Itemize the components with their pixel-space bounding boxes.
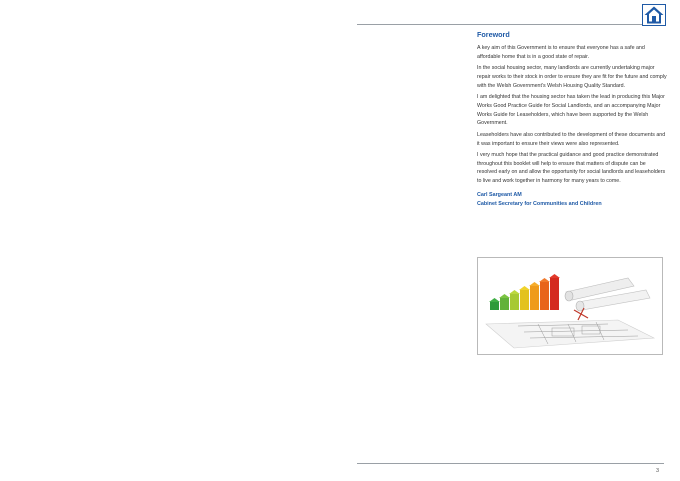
illustration-graphic: [478, 258, 662, 354]
home-icon: [642, 4, 666, 26]
page-number: 3: [656, 468, 660, 474]
signatory-name: Carl Sargeant AM: [477, 191, 522, 198]
signature-block: [477, 191, 667, 209]
foreword-paragraph: In the social housing sector, many landlords are currently undertaking major repair works to their stock in order to ensure they are fit for the future and comply with the Welsh Government’s Welsh Housing Quality Standard.: [477, 65, 667, 89]
bottom-divider: [357, 463, 664, 464]
foreword-paragraph: Leaseholders have also contributed to the development of these documents and it was important to ensure their views were also represented.: [477, 131, 666, 147]
foreword-paragraph: I am delighted that the housing sector has taken the lead in producing this Major Works Good Practice Guide for Social Landlords, and an accompanying Major Works Guide for Leaseholders, which have been supported by the Welsh Government.: [477, 94, 665, 127]
energy-rating-illustration: [477, 257, 663, 355]
foreword-section: [477, 30, 667, 209]
signatory-title: Cabinet Secretary for Communities and Children: [477, 200, 602, 207]
top-divider: [357, 24, 664, 25]
page-title: Foreword: [477, 30, 510, 39]
foreword-paragraph: A key aim of this Government is to ensure that everyone has a safe and affordable home that is in a good state of repair.: [477, 45, 645, 60]
foreword-paragraph: I very much hope that the practical guidance and good practice demonstrated throughout this booklet will help to ensure that matters of dispute can be resolved early on and allow the opportunity for social landlords and leaseholders to live and work together in harmony for many years to come.: [477, 152, 666, 185]
